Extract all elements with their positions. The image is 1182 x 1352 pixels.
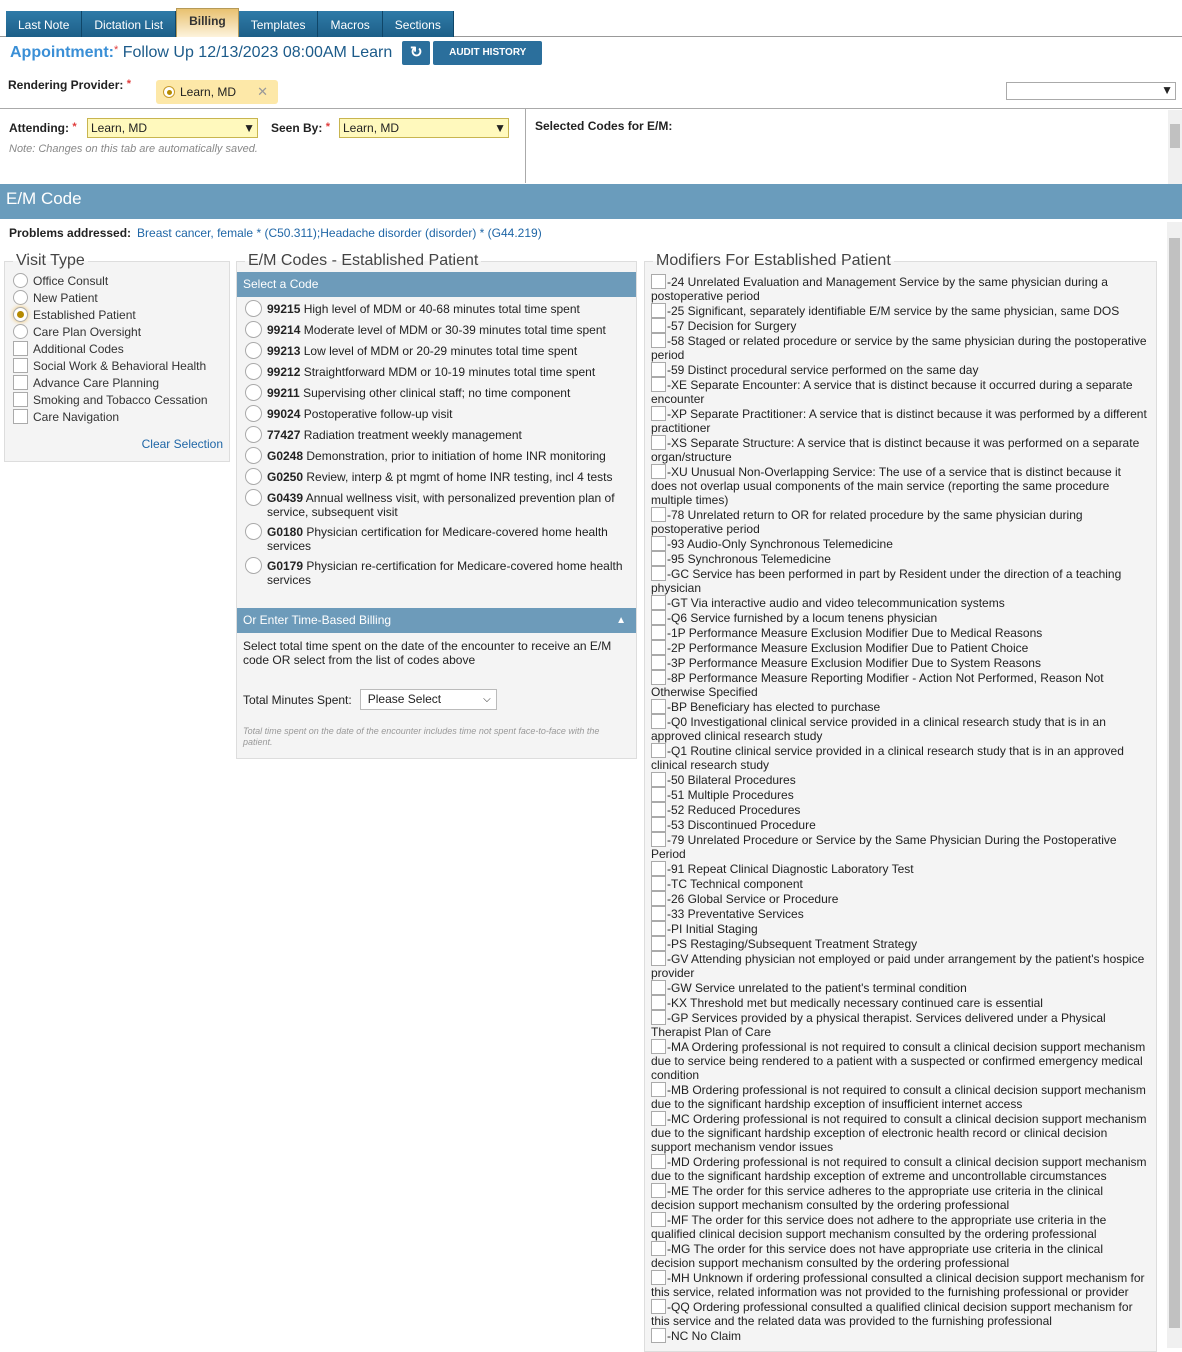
modifier-option[interactable] xyxy=(651,670,1150,699)
modifier-option[interactable] xyxy=(651,787,1150,802)
code-option-99212[interactable] xyxy=(237,360,636,381)
modifier-label: -BP Beneficiary has elected to purchase xyxy=(667,700,881,714)
attending-label: Attending: * xyxy=(9,121,77,135)
divider xyxy=(0,108,1182,109)
modifier-option[interactable] xyxy=(651,1154,1150,1183)
modifier-option[interactable] xyxy=(651,1299,1150,1328)
code-option-G0439[interactable] xyxy=(237,486,636,520)
radio-button[interactable] xyxy=(245,300,262,317)
modifier-label: -57 Decision for Surgery xyxy=(667,319,797,333)
modifier-option[interactable] xyxy=(651,817,1150,832)
visit-type-label: Office Consult xyxy=(33,273,109,288)
audit-history-button[interactable]: AUDIT HISTORY xyxy=(433,41,542,65)
checkbox[interactable] xyxy=(13,341,28,356)
modifier-option[interactable] xyxy=(651,333,1150,362)
modifier-option[interactable] xyxy=(651,1183,1150,1212)
checkbox[interactable] xyxy=(651,936,666,951)
modifier-label: -Q0 Investigational clinical service provided in a clinical research study that is in an approved clinical research study xyxy=(651,715,1106,743)
visit-type-label: Social Work & Behavioral Health xyxy=(33,358,207,373)
seen-by-select[interactable]: Learn, MD ▼ xyxy=(339,118,509,138)
tab-macros[interactable]: Macros xyxy=(318,11,382,37)
total-minutes-row xyxy=(237,667,636,710)
code-text xyxy=(267,386,570,400)
modifier-label: -59 Distinct procedural service performed on the same day xyxy=(667,363,979,377)
checkbox[interactable] xyxy=(13,375,28,390)
checkbox[interactable] xyxy=(13,358,28,373)
checkbox[interactable] xyxy=(651,714,666,729)
checkbox[interactable] xyxy=(651,507,666,522)
modifier-label: -XE Separate Encounter: A service that is distinct because it occurred during a separate encounter xyxy=(651,378,1133,406)
modifier-option[interactable] xyxy=(651,1212,1150,1241)
code-text xyxy=(267,407,452,421)
checkbox[interactable] xyxy=(651,1183,666,1198)
modifier-option[interactable] xyxy=(651,951,1150,980)
code-description: Annual wellness visit, with personalized prevention plan of service, subsequent visit xyxy=(267,491,615,519)
modifier-label: -3P Performance Measure Exclusion Modifier Due to System Reasons xyxy=(667,656,1041,670)
checkbox[interactable] xyxy=(651,1039,666,1054)
tab-templates[interactable]: Templates xyxy=(239,11,319,37)
modifier-option[interactable] xyxy=(651,625,1150,640)
collapse-icon[interactable]: ▲ xyxy=(616,615,626,626)
visit-type-additional-codes[interactable] xyxy=(5,340,229,357)
code-text xyxy=(267,365,595,379)
checkbox[interactable] xyxy=(651,566,666,581)
radio-button[interactable] xyxy=(13,324,28,339)
modifier-option[interactable] xyxy=(651,743,1150,772)
modifier-label: -Q6 Service furnished by a locum tenens physician xyxy=(667,611,938,625)
visit-type-label: Established Patient xyxy=(33,307,136,322)
checkbox[interactable] xyxy=(651,921,666,936)
tab-dictation-list[interactable]: Dictation List xyxy=(82,11,176,37)
modifier-label: -NC No Claim xyxy=(667,1329,742,1343)
modifier-label: -MF The order for this service does not adhere to the appropriate use criteria in the qualified clinical decision support mechanism consulted by the ordering professional xyxy=(651,1213,1107,1241)
visit-type-panel xyxy=(4,252,230,462)
code-text xyxy=(267,428,522,442)
modifier-option[interactable] xyxy=(651,1010,1150,1039)
visit-type-label: Smoking and Tobacco Cessation xyxy=(33,392,208,407)
modifier-label: -1P Performance Measure Exclusion Modifier Due to Medical Reasons xyxy=(667,626,1043,640)
radio-button[interactable] xyxy=(245,384,262,401)
modifier-label: -52 Reduced Procedures xyxy=(667,803,801,817)
visit-type-established-patient[interactable] xyxy=(5,306,229,323)
visit-type-label: Additional Codes xyxy=(33,341,124,356)
modifier-option[interactable] xyxy=(651,640,1150,655)
time-based-instructions: Select total time spent on the date of the encounter to receive an E/M code OR select from the list of codes above xyxy=(243,639,612,667)
divider xyxy=(525,109,526,183)
chevron-down-icon: ⌵ xyxy=(483,694,491,705)
checkbox[interactable] xyxy=(651,743,666,758)
checkbox[interactable] xyxy=(651,362,666,377)
tab-bar xyxy=(6,8,454,37)
checkbox[interactable] xyxy=(651,906,666,921)
modifier-label: -93 Audio-Only Synchronous Telemedicine xyxy=(667,537,893,551)
appointment-label: Appointment: xyxy=(10,44,114,61)
code-number: 99211 xyxy=(267,386,300,400)
modifier-option[interactable] xyxy=(651,610,1150,625)
modifier-option[interactable] xyxy=(651,714,1150,743)
checkbox[interactable] xyxy=(651,876,666,891)
em-codes-panel xyxy=(236,252,637,759)
checkbox[interactable] xyxy=(651,318,666,333)
checkbox[interactable] xyxy=(651,551,666,566)
modifier-label: -GW Service unrelated to the patient's terminal condition xyxy=(667,981,967,995)
checkbox[interactable] xyxy=(651,640,666,655)
code-option-G0180[interactable] xyxy=(237,520,636,554)
code-number: 99214 xyxy=(267,323,301,337)
refresh-icon: ↻ xyxy=(409,44,423,61)
modifier-label: -PS Restaging/Subsequent Treatment Strategy xyxy=(667,937,918,951)
radio-button[interactable] xyxy=(245,447,262,464)
refresh-button[interactable] xyxy=(402,41,430,65)
checkbox[interactable] xyxy=(651,1212,666,1227)
code-option-G0179[interactable] xyxy=(237,554,636,588)
checkbox[interactable] xyxy=(651,699,666,714)
modifier-option[interactable] xyxy=(651,772,1150,787)
modifier-label: -8P Performance Measure Reporting Modifier - Action Not Performed, Reason Not Otherwise Specified xyxy=(651,671,1104,699)
modifier-option[interactable] xyxy=(651,435,1150,464)
radio-button[interactable] xyxy=(13,307,28,322)
checkbox[interactable] xyxy=(651,891,666,906)
modifier-option[interactable] xyxy=(651,507,1150,536)
checkbox[interactable] xyxy=(13,392,28,407)
selected-codes-scrollbar[interactable] xyxy=(1168,110,1182,184)
modifier-option[interactable] xyxy=(651,318,1150,333)
radio-button[interactable] xyxy=(245,557,262,574)
modifier-label: -MG The order for this service does not have appropriate use criteria in the clinical decision support mechanism consulted by the ordering professional xyxy=(651,1242,1103,1270)
modifier-label: -25 Significant, separately identifiable E/M service by the same physician, same DOS xyxy=(667,304,1120,318)
code-number: G0439 xyxy=(267,491,304,505)
code-text xyxy=(267,559,626,587)
radio-button[interactable] xyxy=(13,273,28,288)
modifier-label: -MA Ordering professional is not required to consult a clinical decision support mechanism due to service being rendered to a patient with a suspected or confirmed emergency medical condition xyxy=(651,1040,1146,1082)
modifier-option[interactable] xyxy=(651,891,1150,906)
modifier-option[interactable] xyxy=(651,303,1150,318)
checkbox[interactable] xyxy=(651,1241,666,1256)
modifier-label: -58 Staged or related procedure or service by the same physician during the postoperative period xyxy=(651,334,1147,362)
modifier-option[interactable] xyxy=(651,1241,1150,1270)
modifier-option[interactable] xyxy=(651,1270,1150,1299)
modifier-option[interactable] xyxy=(651,832,1150,861)
visit-type-label: Advance Care Planning xyxy=(33,375,160,390)
code-option-77427[interactable] xyxy=(237,423,636,444)
attending-select[interactable]: Learn, MD ▼ xyxy=(87,118,258,138)
code-description: Radiation treatment weekly management xyxy=(303,428,522,442)
code-number: 99215 xyxy=(267,302,301,316)
modifier-label: -79 Unrelated Procedure or Service by the Same Physician During the Postoperative Period xyxy=(651,833,1117,861)
checkbox[interactable] xyxy=(651,377,666,392)
modifier-label: -PI Initial Staging xyxy=(667,922,758,936)
code-description: Postoperative follow-up visit xyxy=(303,407,453,421)
checkbox[interactable] xyxy=(651,980,666,995)
radio-button[interactable] xyxy=(245,468,262,485)
code-description: Physician certification for Medicare-covered home health services xyxy=(267,525,608,553)
checkbox[interactable] xyxy=(651,625,666,640)
modifier-label: -50 Bilateral Procedures xyxy=(667,773,796,787)
checkbox[interactable] xyxy=(651,464,666,479)
code-option-99024[interactable] xyxy=(237,402,636,423)
modifier-label: -QQ Ordering professional consulted a qualified clinical decision support mechanism for this service and the related data was provided to the furnishing professional xyxy=(651,1300,1133,1328)
total-minutes-select[interactable]: Please Select ⌵ xyxy=(360,689,497,710)
checkbox[interactable] xyxy=(651,435,666,450)
code-option-99211[interactable] xyxy=(237,381,636,402)
code-option-99214[interactable] xyxy=(237,318,636,339)
modifier-label: -GC Service has been performed in part by Resident under the direction of a teaching physician xyxy=(651,567,1122,595)
checkbox[interactable] xyxy=(651,655,666,670)
code-option-G0248[interactable] xyxy=(237,444,636,465)
radio-button[interactable] xyxy=(245,523,262,540)
modifier-option[interactable] xyxy=(651,995,1150,1010)
code-number: G0250 xyxy=(267,470,304,484)
radio-button[interactable] xyxy=(245,426,262,443)
radio-button[interactable] xyxy=(245,489,262,506)
checkbox[interactable] xyxy=(651,951,666,966)
code-option-99213[interactable] xyxy=(237,339,636,360)
code-number: 99213 xyxy=(267,344,301,358)
modifier-label: -MC Ordering professional is not required to consult a clinical decision support mechanism due to the significant hardship exception of electronic health record or clinical decision support mechanism vendor issues xyxy=(651,1112,1147,1154)
rendering-provider-label: Rendering Provider: * xyxy=(8,78,131,92)
modifier-option[interactable] xyxy=(651,936,1150,951)
code-text xyxy=(267,449,606,463)
modifier-option[interactable] xyxy=(651,802,1150,817)
autosave-note: Note: Changes on this tab are automatically saved. xyxy=(9,143,258,155)
radio-button[interactable] xyxy=(245,321,262,338)
modifier-label: -XP Separate Practitioner: A service that is distinct because it was performed by a different practitioner xyxy=(651,407,1147,435)
appointment-value: Follow Up 12/13/2023 08:00AM Learn xyxy=(122,44,393,61)
modifiers-panel xyxy=(644,252,1157,1352)
modifier-label: -78 Unrelated return to OR for related procedure by the same physician during postoperative period xyxy=(651,508,1083,536)
modifier-option[interactable] xyxy=(651,1082,1150,1111)
provider-dropdown[interactable] xyxy=(1006,82,1176,100)
checkbox[interactable] xyxy=(651,1270,666,1285)
radio-button[interactable] xyxy=(245,342,262,359)
modifier-option[interactable] xyxy=(651,362,1150,377)
modifier-option[interactable] xyxy=(651,655,1150,670)
seen-by-label: Seen By: * xyxy=(271,121,330,135)
modifier-option[interactable] xyxy=(651,980,1150,995)
modifier-option[interactable] xyxy=(651,551,1150,566)
code-number: 77427 xyxy=(267,428,301,442)
checkbox[interactable] xyxy=(651,832,666,847)
modifier-option[interactable] xyxy=(651,876,1150,891)
tab-billing[interactable]: Billing xyxy=(176,8,239,37)
modifier-label: -91 Repeat Clinical Diagnostic Laboratory Test xyxy=(667,862,914,876)
modifier-option[interactable] xyxy=(651,566,1150,595)
code-description: Review, interp & pt mgmt of home INR testing, incl 4 tests xyxy=(306,470,613,484)
checkbox[interactable] xyxy=(651,595,666,610)
code-description: Demonstration, prior to initiation of home INR monitoring xyxy=(306,449,606,463)
visit-type-social-work-behavioral-health[interactable] xyxy=(5,357,229,374)
modifier-label: -KX Threshold met but medically necessary continued care is essential xyxy=(667,996,1043,1010)
code-text xyxy=(267,344,577,358)
dropdown-arrow-icon: ▼ xyxy=(494,121,506,135)
checkbox[interactable] xyxy=(651,1154,666,1169)
modifier-label: -GV Attending physician not employed or paid under arrangement by the patient's hospice provider xyxy=(651,952,1145,980)
checkbox[interactable] xyxy=(651,1010,666,1025)
code-text xyxy=(267,323,606,337)
checkbox[interactable] xyxy=(651,995,666,1010)
time-footnote: Total time spent on the date of the encounter includes time not spent face-to-face with the patient. xyxy=(243,726,600,747)
modifier-option[interactable] xyxy=(651,906,1150,921)
rendering-provider-chip[interactable]: Learn, MD ✕ xyxy=(156,80,278,104)
em-codes-title: E/M Codes - Established Patient xyxy=(248,252,479,269)
visit-type-title: Visit Type xyxy=(16,252,85,269)
checkbox[interactable] xyxy=(651,861,666,876)
code-number: G0180 xyxy=(267,525,304,539)
modifier-option[interactable] xyxy=(651,699,1150,714)
modifier-option[interactable] xyxy=(651,921,1150,936)
modifier-option[interactable] xyxy=(651,595,1150,610)
modifier-label: -53 Discontinued Procedure xyxy=(667,818,816,832)
code-text xyxy=(267,525,626,553)
code-text xyxy=(267,491,626,519)
page-scrollbar[interactable] xyxy=(1167,222,1182,1348)
dropdown-arrow-icon: ▼ xyxy=(1161,83,1173,97)
visit-type-office-consult[interactable] xyxy=(5,272,229,289)
checkbox[interactable] xyxy=(651,274,666,289)
tab-sections[interactable]: Sections xyxy=(383,11,454,37)
visit-type-advance-care-planning[interactable] xyxy=(5,374,229,391)
radio-selected-icon xyxy=(163,86,175,98)
time-based-header[interactable]: Or Enter Time-Based Billing ▲ xyxy=(237,608,636,633)
checkbox[interactable] xyxy=(651,1111,666,1126)
checkbox[interactable] xyxy=(651,802,666,817)
radio-button[interactable] xyxy=(13,290,28,305)
visit-type-label: Care Navigation xyxy=(33,409,120,424)
modifier-option[interactable] xyxy=(651,464,1150,507)
tab-last-note[interactable]: Last Note xyxy=(6,11,82,37)
modifier-label: -XS Separate Structure: A service that is distinct because it was performed on a separate organ/structure xyxy=(651,436,1140,464)
checkbox[interactable] xyxy=(651,670,666,685)
visit-type-new-patient[interactable] xyxy=(5,289,229,306)
em-code-banner: E/M Code xyxy=(0,184,1182,219)
visit-type-care-plan-oversight[interactable] xyxy=(5,323,229,340)
modifier-label: -TC Technical component xyxy=(667,877,803,891)
checkbox[interactable] xyxy=(651,610,666,625)
modifier-option[interactable] xyxy=(651,861,1150,876)
select-code-header: Select a Code xyxy=(237,272,636,297)
code-description: Physician re-certification for Medicare-covered home health services xyxy=(267,559,623,587)
modifier-label: -GP Services provided by a physical therapist. Services delivered under a Physical Therapist Plan of Care xyxy=(651,1011,1106,1039)
checkbox[interactable] xyxy=(651,1299,666,1314)
visit-type-label: Care Plan Oversight xyxy=(33,324,142,339)
radio-button[interactable] xyxy=(245,363,262,380)
checkbox[interactable] xyxy=(651,1328,666,1343)
modifier-label: -Q1 Routine clinical service provided in a clinical research study that is in an approved clinical research study xyxy=(651,744,1124,772)
modifier-label: -MB Ordering professional is not required to consult a clinical decision support mechanism due to the significant hardship exception of insufficient internet access xyxy=(651,1083,1146,1111)
modifier-option[interactable] xyxy=(651,536,1150,551)
problems-value[interactable]: Breast cancer, female * (C50.311);Headache disorder (disorder) * (G44.219) xyxy=(137,226,542,240)
clear-selection-link[interactable]: Clear Selection xyxy=(141,437,223,451)
code-number: 99024 xyxy=(267,407,301,421)
visit-type-label: New Patient xyxy=(33,290,98,305)
code-description: Straightforward MDM or 10-19 minutes total time spent xyxy=(303,365,596,379)
modifier-option[interactable] xyxy=(651,1111,1150,1154)
appointment-header: Appointment:* Follow Up 12/13/2023 08:00AM Learn xyxy=(10,44,393,61)
code-description: High level of MDM or 40-68 minutes total time spent xyxy=(303,302,580,316)
modifier-label: -51 Multiple Procedures xyxy=(667,788,794,802)
modifier-label: -95 Synchronous Telemedicine xyxy=(667,552,831,566)
modifier-label: -26 Global Service or Procedure xyxy=(667,892,839,906)
problems-addressed: Problems addressed: Breast cancer, female * (C50.311);Headache disorder (disorder) * (G44.219) xyxy=(9,226,542,240)
dropdown-arrow-icon: ▼ xyxy=(243,121,255,135)
modifier-option[interactable] xyxy=(651,1039,1150,1082)
modifier-label: -MH Unknown if ordering professional consulted a clinical decision support mechanism for this service, related information was not provided to the furnishing professional or provider xyxy=(651,1271,1145,1299)
checkbox[interactable] xyxy=(651,303,666,318)
modifier-label: -ME The order for this service adheres to the appropriate use criteria in the clinical decision support mechanism consulted by the ordering professional xyxy=(651,1184,1103,1212)
checkbox[interactable] xyxy=(651,772,666,787)
code-option-G0250[interactable] xyxy=(237,465,636,486)
code-text xyxy=(267,470,613,484)
remove-icon[interactable]: ✕ xyxy=(257,84,268,99)
modifier-label: -MD Ordering professional is not required to consult a clinical decision support mechanism due to the significant hardship exception of extreme and uncontrollable circumstances xyxy=(651,1155,1147,1183)
modifier-label: -XU Unusual Non-Overlapping Service: The use of a service that is distinct because it does not overlap usual components of the main service (reporting the same procedure multiple times) xyxy=(651,465,1121,507)
code-text xyxy=(267,302,580,316)
checkbox[interactable] xyxy=(651,406,666,421)
modifier-label: -33 Preventative Services xyxy=(667,907,804,921)
modifiers-title: Modifiers For Established Patient xyxy=(656,252,891,269)
modifier-label: -2P Performance Measure Exclusion Modifier Due to Patient Choice xyxy=(667,641,1029,655)
code-description: Moderate level of MDM or 30-39 minutes total time spent xyxy=(303,323,606,337)
modifier-label: -GT Via interactive audio and video telecommunication systems xyxy=(667,596,1005,610)
modifier-option[interactable] xyxy=(651,406,1150,435)
code-number: G0179 xyxy=(267,559,304,573)
code-option-99215[interactable] xyxy=(237,297,636,318)
modifier-option[interactable] xyxy=(651,274,1150,303)
checkbox[interactable] xyxy=(651,536,666,551)
code-number: 99212 xyxy=(267,365,301,379)
appointment-row xyxy=(10,41,545,65)
visit-type-care-navigation[interactable] xyxy=(5,408,229,425)
modifier-label: -24 Unrelated Evaluation and Management Service by the same physician during a postoperative period xyxy=(651,275,1108,303)
checkbox[interactable] xyxy=(651,333,666,348)
modifier-option[interactable] xyxy=(651,377,1150,406)
code-description: Low level of MDM or 20-29 minutes total time spent xyxy=(303,344,578,358)
total-minutes-label: Total Minutes Spent: xyxy=(243,692,352,707)
checkbox[interactable] xyxy=(651,817,666,832)
checkbox[interactable] xyxy=(651,1082,666,1097)
checkbox[interactable] xyxy=(651,787,666,802)
visit-type-smoking-and-tobacco-cessation[interactable] xyxy=(5,391,229,408)
selected-codes-label: Selected Codes for E/M: xyxy=(535,119,673,133)
code-number: G0248 xyxy=(267,449,304,463)
code-description: Supervising other clinical staff; no time component xyxy=(303,386,571,400)
checkbox[interactable] xyxy=(13,409,28,424)
modifier-option[interactable] xyxy=(651,1328,1150,1343)
radio-button[interactable] xyxy=(245,405,262,422)
